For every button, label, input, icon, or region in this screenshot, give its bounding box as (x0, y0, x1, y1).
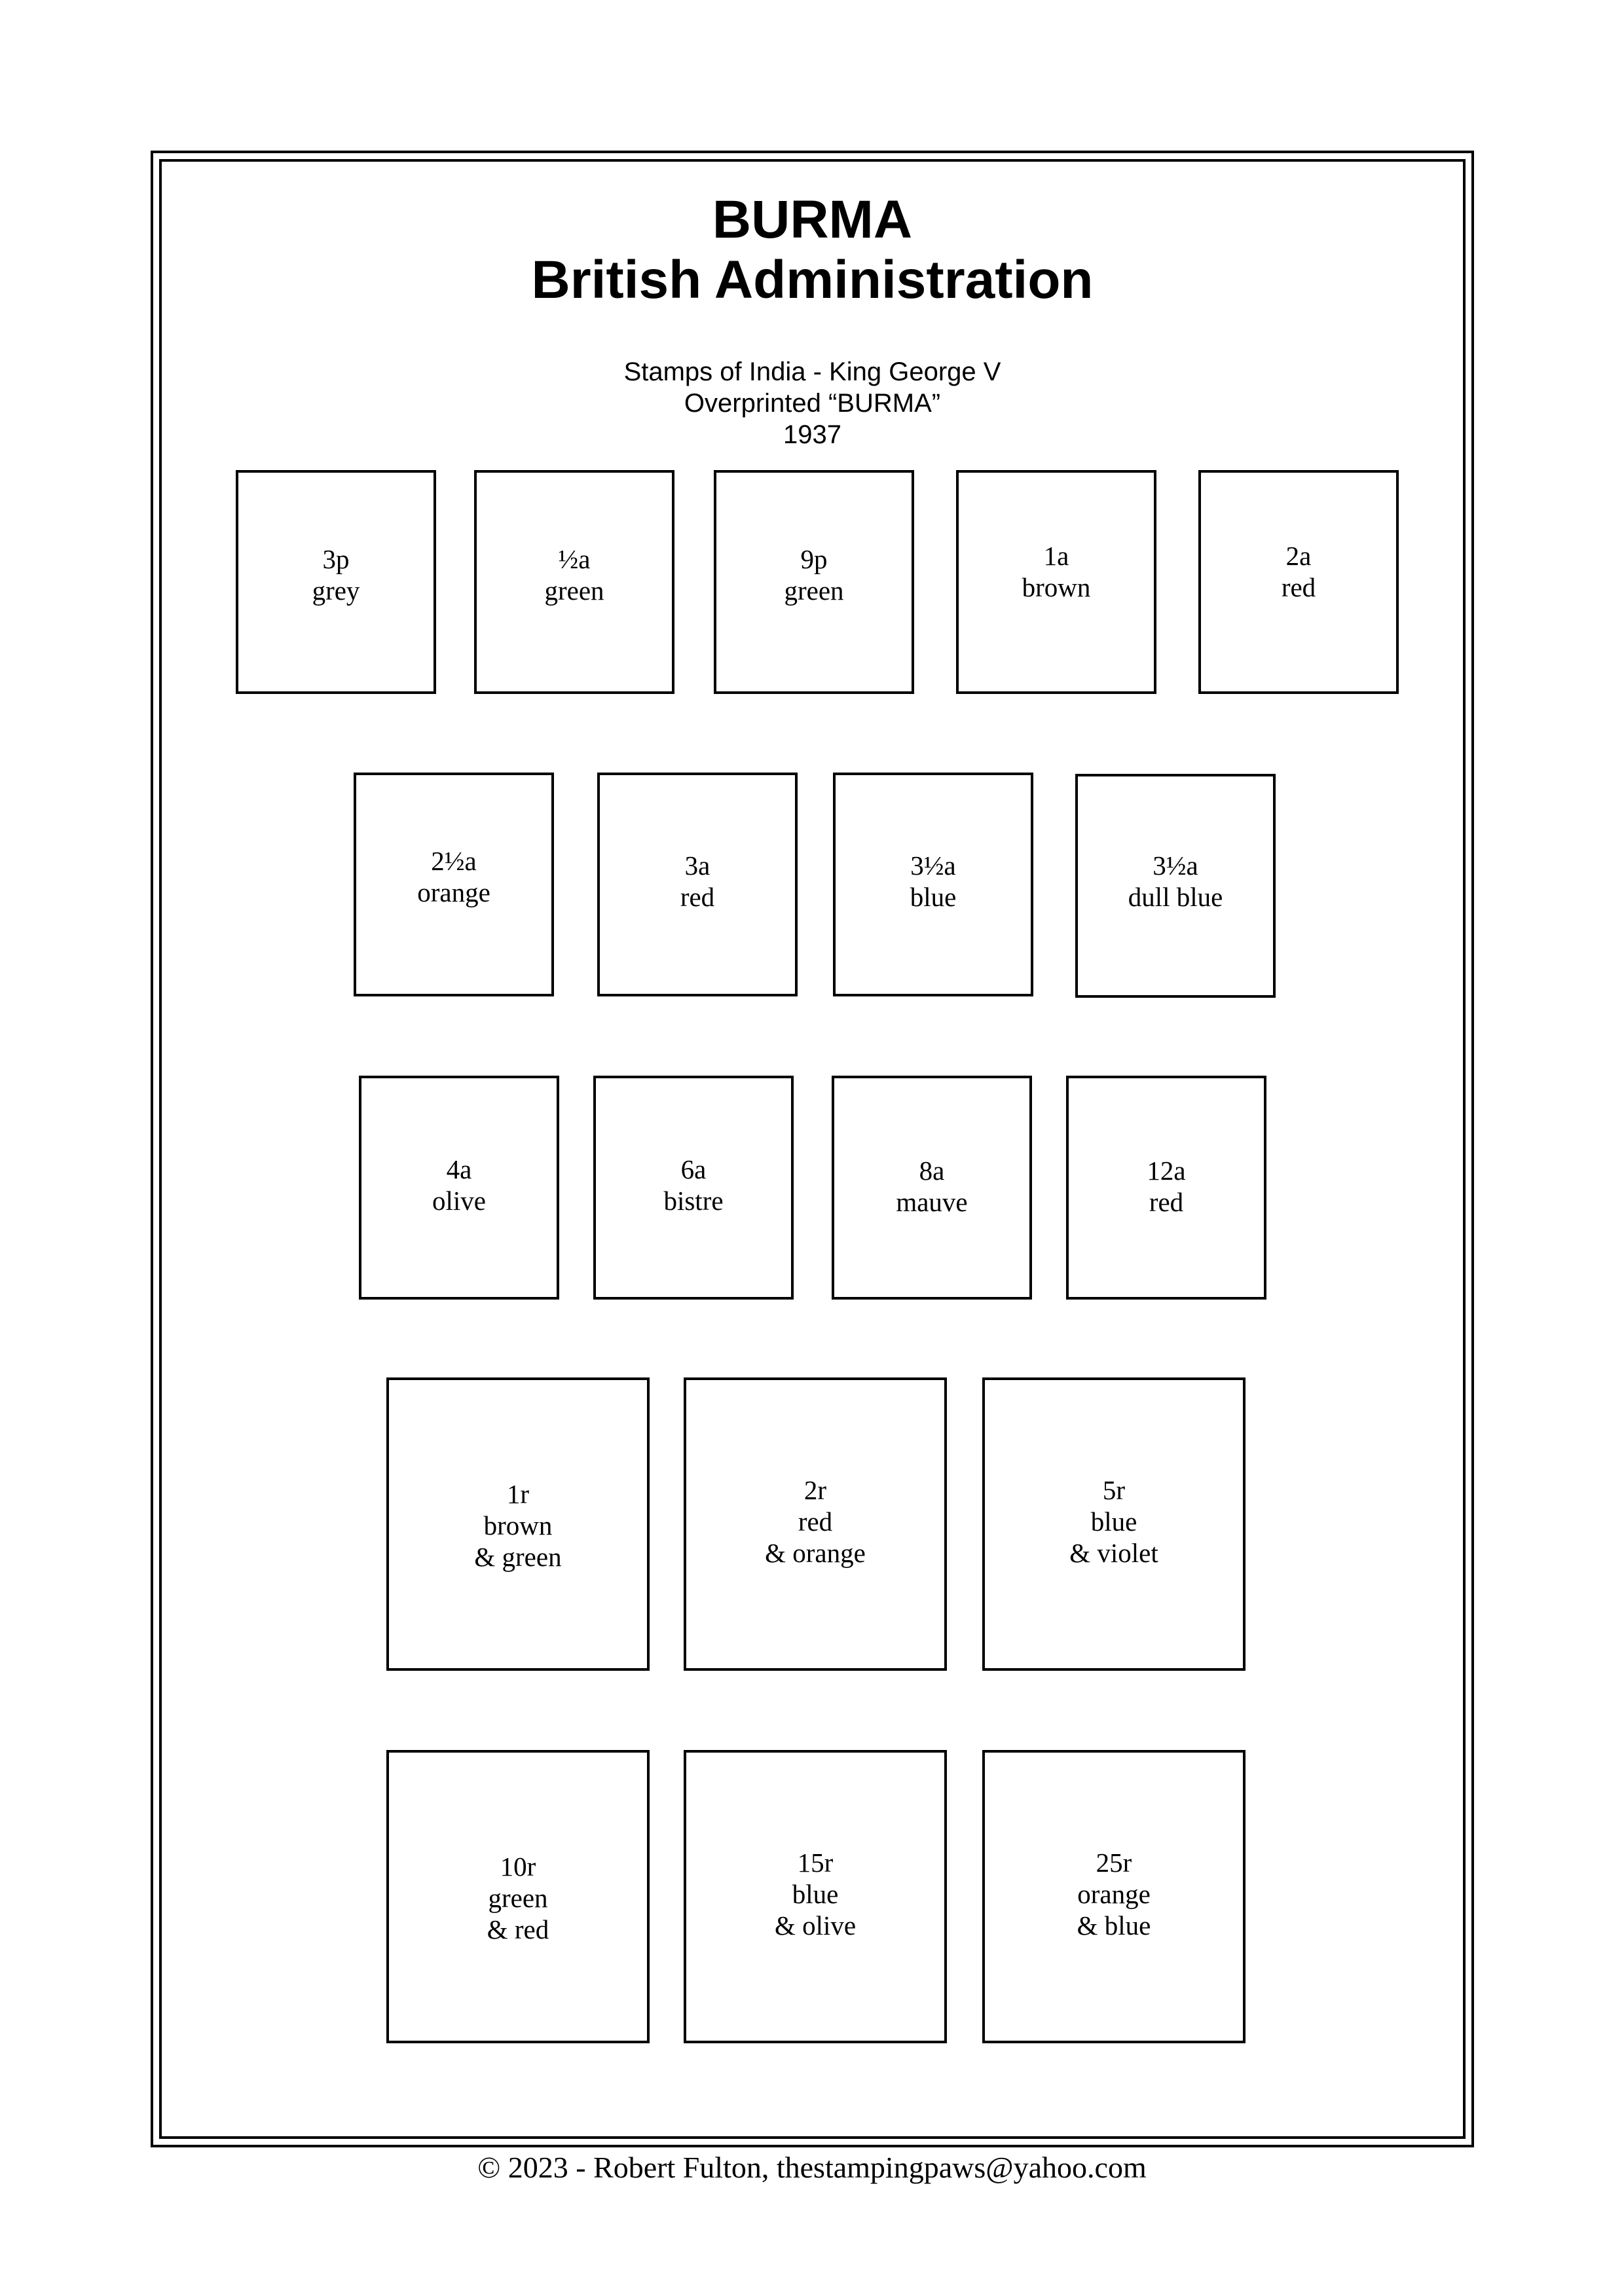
stamp-box (597, 773, 798, 996)
stamp-color: dull blue (1128, 882, 1223, 912)
stamp-color-secondary: & olive (774, 1910, 857, 1941)
stamp-color: brown (483, 1510, 553, 1540)
stamp-color: blue (1090, 1506, 1137, 1537)
stamp-color: blue (792, 1879, 839, 1909)
stamp-value: 6a (680, 1154, 707, 1184)
stamp-box (684, 1377, 947, 1671)
stamp-color: blue (910, 882, 957, 912)
stamp-color: brown (1022, 572, 1091, 602)
stamp-box (684, 1750, 947, 2043)
stamp-box (354, 773, 554, 996)
stamp-value: 4a (446, 1154, 472, 1184)
stamp-box (386, 1750, 650, 2043)
stamp-color: orange (417, 877, 490, 907)
stamp-color: olive (432, 1186, 486, 1216)
stamp-value: 3p (322, 544, 350, 574)
stamp-color-secondary: & green (474, 1542, 562, 1572)
stamp-box (714, 470, 914, 694)
stamp-value: 15r (797, 1848, 834, 1878)
stamp-color: green (784, 575, 844, 606)
stamp-value: 1r (506, 1479, 530, 1509)
stamp-color-secondary: & orange (765, 1538, 866, 1568)
stamp-color: red (680, 882, 715, 912)
stamp-box (1066, 1076, 1266, 1300)
stamp-color: orange (1077, 1879, 1151, 1909)
stamp-color-secondary: & blue (1077, 1910, 1151, 1941)
stamp-color: grey (312, 575, 360, 606)
stamp-value: ½a (558, 544, 591, 574)
stamp-value: 12a (1147, 1156, 1186, 1186)
stamp-color: red (798, 1506, 833, 1537)
stamp-value: 2a (1285, 541, 1312, 571)
stamp-box (833, 773, 1033, 996)
stamp-box (982, 1377, 1246, 1671)
stamp-color: bistre (663, 1186, 724, 1216)
stamp-value: 10r (500, 1851, 536, 1882)
stamp-color: mauve (896, 1187, 968, 1217)
copyright-footer: © 2023 - Robert Fulton, thestampingpaws@yahoo.com (477, 2151, 1147, 2184)
stamp-value: 3a (684, 850, 710, 881)
issue-description: Stamps of India - King George V (623, 357, 1001, 386)
stamp-box (359, 1076, 559, 1300)
stamp-value: 9p (800, 544, 828, 574)
stamp-box (982, 1750, 1246, 2043)
stamp-value: 2r (803, 1475, 827, 1505)
stamp-box (832, 1076, 1032, 1300)
overprint-description: Overprinted “BURMA” (684, 389, 941, 418)
stamp-value: 5r (1102, 1475, 1126, 1505)
stamp-box (236, 470, 436, 694)
stamp-color: red (1149, 1187, 1184, 1217)
issue-year: 1937 (783, 420, 841, 449)
stamp-value: 3½a (910, 850, 956, 881)
page-title: BURMA (712, 190, 913, 249)
stamp-box (1075, 774, 1276, 998)
stamp-color-secondary: & violet (1069, 1538, 1158, 1568)
stamp-value: 2½a (431, 846, 477, 876)
stamp-value: 25r (1096, 1848, 1132, 1878)
page-subtitle: British Administration (531, 250, 1094, 310)
stamp-box (956, 470, 1156, 694)
stamp-box (386, 1377, 650, 1671)
stamp-box (1198, 470, 1399, 694)
stamp-color: red (1281, 572, 1316, 602)
stamp-box (593, 1076, 794, 1300)
stamp-color: green (488, 1883, 548, 1913)
stamp-color: green (544, 575, 604, 606)
stamp-value: 3½a (1153, 850, 1198, 881)
stamp-box (474, 470, 674, 694)
stamp-value: 1a (1043, 541, 1069, 571)
stamp-color-secondary: & red (487, 1914, 549, 1944)
stamp-value: 8a (919, 1156, 945, 1186)
